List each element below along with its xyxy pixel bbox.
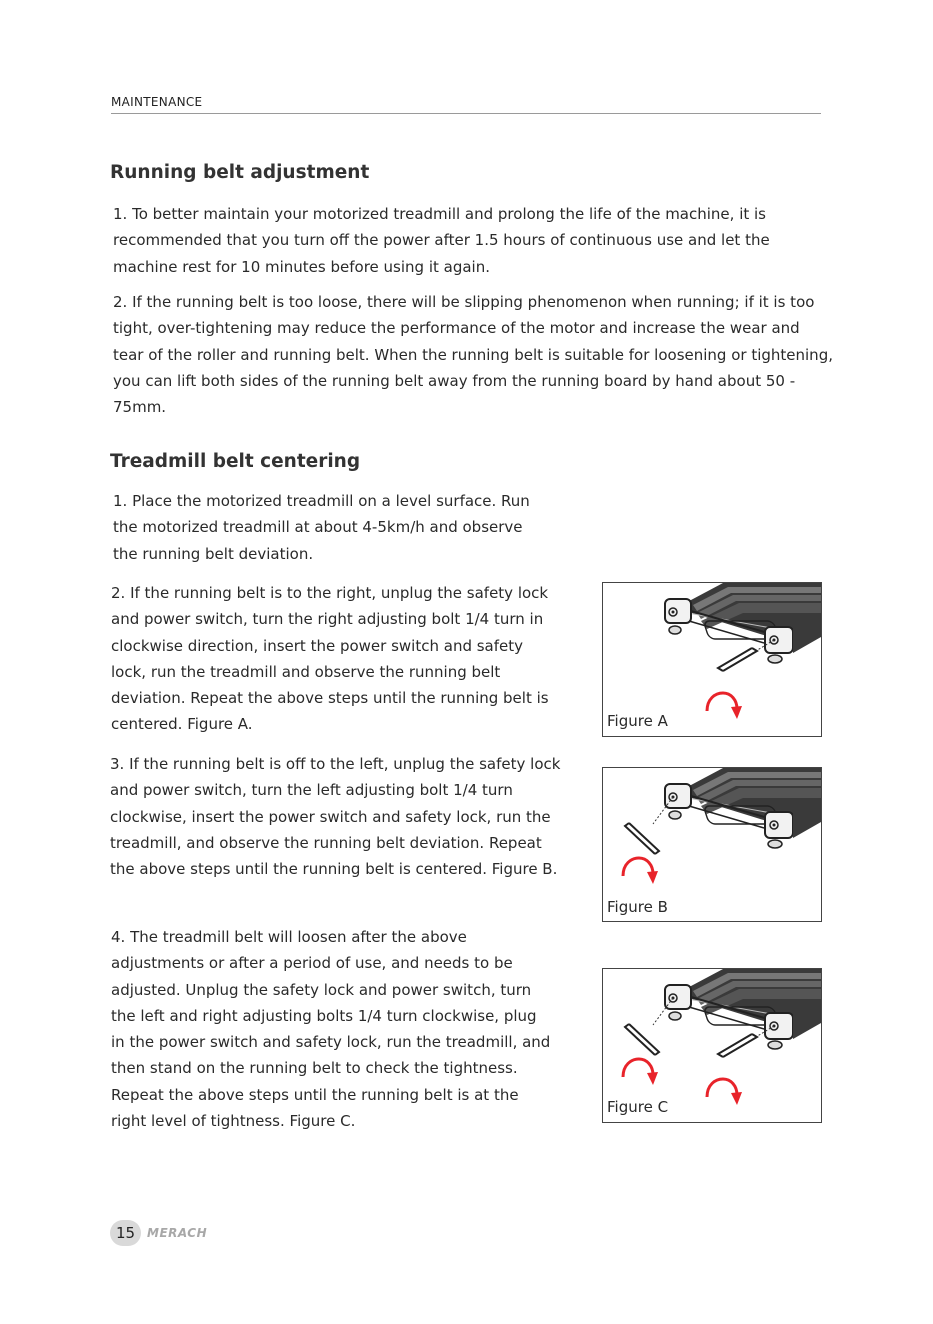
clockwise-arrow-icon [707,1079,742,1105]
section-header: MAINTENANCE [111,95,203,109]
figure-label: Figure B [607,898,668,916]
paragraph: 2. If the running belt is to the right, unplug the safety lock and power switch, turn the right adjusting bolt 1/4 turn in clockwise direction, insert the power switch and safety lock, run the treadmill and observe the running belt deviation. Repeat the above steps until the running belt is centered. Figure A. [111,584,549,734]
figure-b [602,767,822,922]
figure-a [602,582,822,737]
clockwise-arrow-icon [707,693,742,719]
paragraph: 1. Place the motorized treadmill on a level surface. Run the motorized treadmill at about 4-5km/h and observe the running belt deviation. [113,492,530,563]
figure-label: Figure A [607,712,668,730]
paragraph: 3. If the running belt is off to the left, unplug the safety lock and power switch, turn the left adjusting bolt 1/4 turn clockwise, insert the power switch and safety lock, run the treadmill, and observe the running belt deviation. Repeat the above steps until the running belt is centered. Figure B. [110,755,561,879]
section-title-running-belt: Running belt adjustment [110,162,370,183]
header-divider [111,113,821,114]
paragraph: 4. The treadmill belt will loosen after the above adjustments or after a period of use, and needs to be adjusted. Unplug the safety lock and power switch, turn the left and right adjusting bolts 1/4 turn clockwise, plug in the power switch and safety lock, run the treadmill, and then stand on the running belt to check the tightness. Repeat the above steps until the running belt is at the right level of tightness. Figure C. [111,928,551,1131]
figure-label: Figure C [607,1098,669,1116]
paragraph: 1. To better maintain your motorized treadmill and prolong the life of the machine, it is recommended that you turn off the power after 1.5 hours of continuous use and let the machine rest for 10 minutes before using it again. [113,205,770,276]
brand-logo: MERACH [147,1226,208,1240]
clockwise-arrow-icon [623,1059,658,1085]
section-title-belt-centering: Treadmill belt centering [110,451,361,472]
paragraph: 2. If the running belt is too loose, there will be slipping phenomenon when running; if it is too tight, over-tightening may reduce the performance of the motor and increase the wear and tear of the roller and running belt. When the running belt is suitable for loosening or tightening, you can lift both sides of the running belt away from the running board by hand about 50 - 75mm. [113,293,833,417]
clockwise-arrow-icon [623,858,658,884]
page-number: 15 [110,1220,141,1246]
figure-c [602,968,822,1123]
